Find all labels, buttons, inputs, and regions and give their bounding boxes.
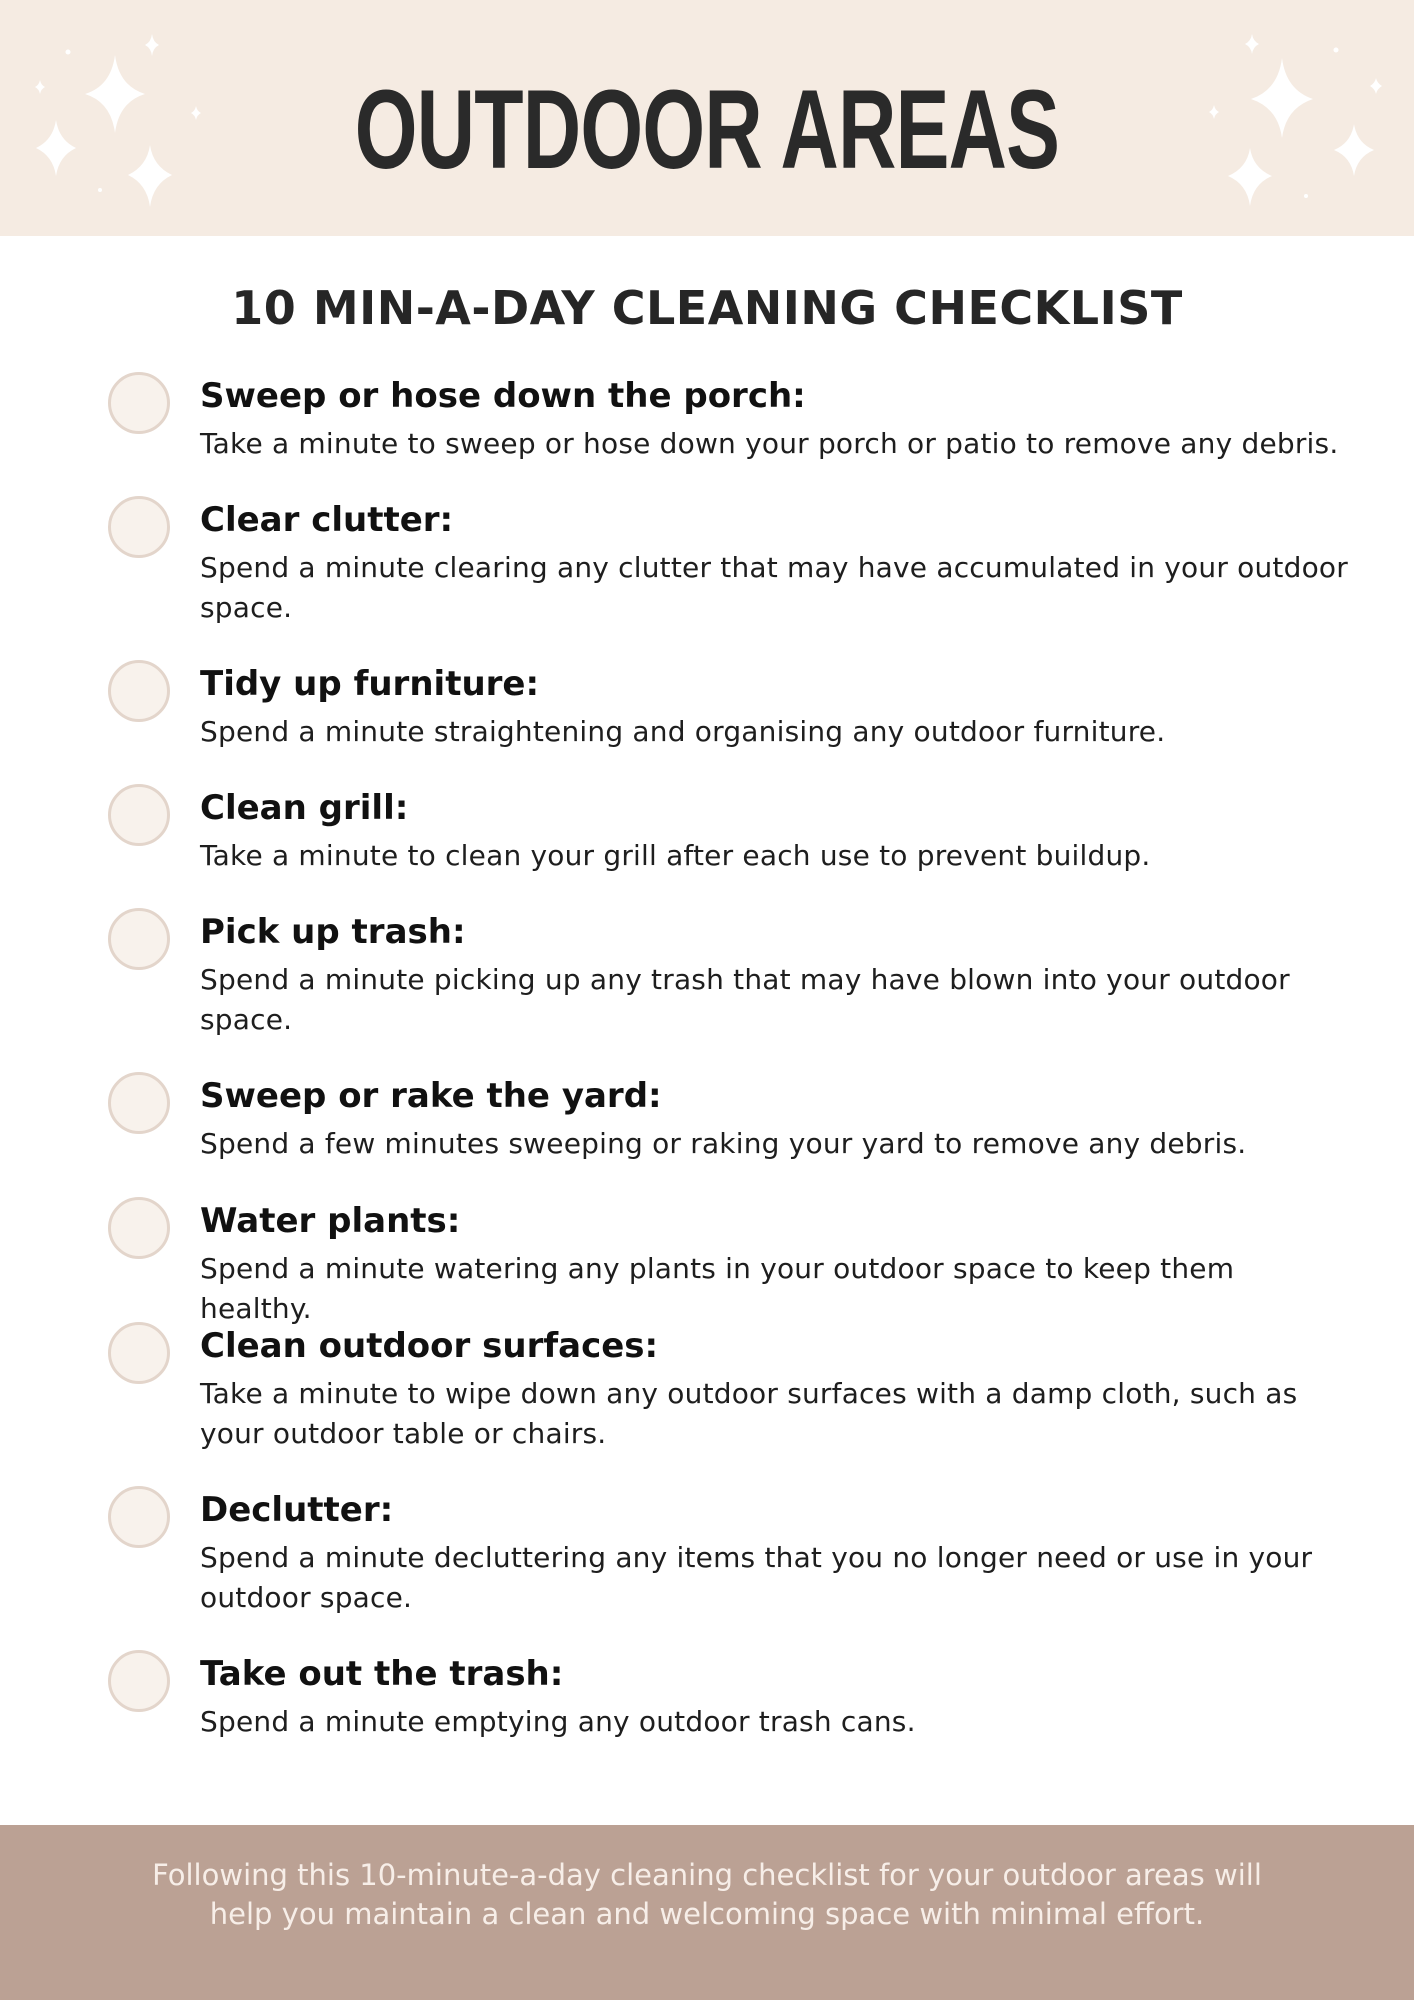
checkbox[interactable] [108, 908, 170, 970]
checklist-item-title: Declutter: [200, 1490, 394, 1530]
checklist-item-description: Take a minute to sweep or hose down your porch or patio to remove any debris. [200, 427, 1339, 460]
checklist-item [108, 906, 1358, 1036]
checklist-item [108, 1320, 1358, 1450]
checklist-item-title: Tidy up furniture: [200, 664, 540, 704]
checklist-item-description: Take a minute to clean your grill after each use to prevent buildup. [200, 839, 1151, 872]
checklist-item-title: Take out the trash: [200, 1654, 564, 1694]
checklist-item-title: Pick up trash: [200, 912, 466, 952]
checklist-item-title: Clean outdoor surfaces: [200, 1326, 659, 1366]
checklist-item-description: Spend a minute watering any plants in your outdoor space to keep them healthy. [200, 1252, 1235, 1325]
header-banner [0, 0, 1414, 236]
checklist-item [108, 782, 1358, 912]
checklist-item-description: Spend a minute picking up any trash that may have blown into your outdoor space. [200, 963, 1290, 1036]
checkbox[interactable] [108, 784, 170, 846]
checklist-item-description: Spend a minute clearing any clutter that may have accumulated in your outdoor space. [200, 551, 1348, 624]
checkbox[interactable] [108, 1650, 170, 1712]
checkbox[interactable] [108, 1072, 170, 1134]
checklist-item [108, 1648, 1358, 1778]
checklist-item [108, 494, 1358, 624]
checkbox[interactable] [108, 496, 170, 558]
checkbox[interactable] [108, 1197, 170, 1259]
checklist-item-description: Take a minute to wipe down any outdoor surfaces with a damp cloth, such as your outdoor table or chairs. [200, 1377, 1298, 1450]
page-title: OUTDOOR AREAS [354, 67, 1060, 192]
footer-text: Following this 10-minute-a-day cleaning checklist for your outdoor areas will help you maintain a clean and welcoming space with minimal effort. [152, 1858, 1262, 1931]
checklist-item-title: Water plants: [200, 1201, 461, 1241]
checkbox[interactable] [108, 660, 170, 722]
checklist-item [108, 1195, 1358, 1325]
sparkles-left-icon [0, 0, 220, 230]
checkbox[interactable] [108, 1322, 170, 1384]
checklist-subtitle: 10 MIN-A-DAY CLEANING CHECKLIST [231, 281, 1183, 335]
checklist-item [108, 1484, 1358, 1614]
sparkles-right-icon [1194, 0, 1414, 230]
checklist-item [108, 658, 1358, 788]
checklist-item-description: Spend a minute decluttering any items that you no longer need or use in your outdoor space. [200, 1541, 1313, 1614]
checklist-item-description: Spend a few minutes sweeping or raking your yard to remove any debris. [200, 1127, 1247, 1160]
checklist-item [108, 370, 1358, 500]
checklist-item [108, 1070, 1358, 1200]
checklist-item-title: Sweep or rake the yard: [200, 1076, 662, 1116]
checkbox[interactable] [108, 1486, 170, 1548]
checklist-item-description: Spend a minute emptying any outdoor trash cans. [200, 1705, 916, 1738]
footer-banner [0, 1825, 1414, 2000]
checklist-item-title: Clear clutter: [200, 500, 454, 540]
checkbox[interactable] [108, 372, 170, 434]
checklist-item-title: Clean grill: [200, 788, 409, 828]
checklist-item-title: Sweep or hose down the porch: [200, 376, 806, 416]
checklist-item-description: Spend a minute straightening and organising any outdoor furniture. [200, 715, 1166, 748]
